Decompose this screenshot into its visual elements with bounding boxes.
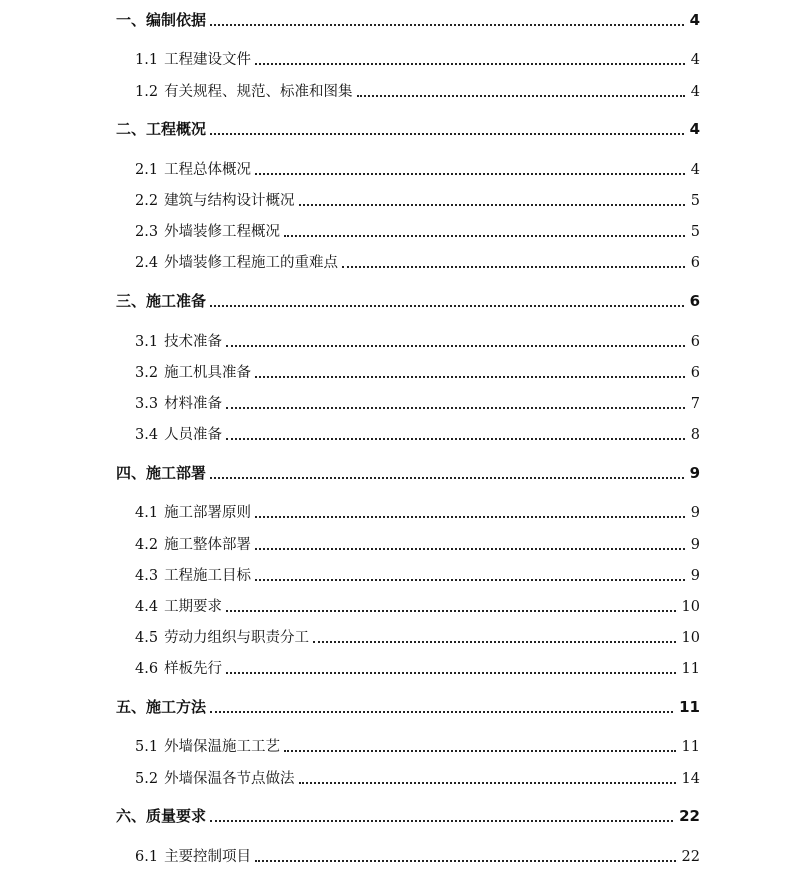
toc-page-number: 10 — [681, 630, 700, 646]
toc-entry-title: 工程建设文件 — [164, 52, 252, 68]
toc-entry-title: 施工部署原则 — [164, 505, 252, 521]
toc-entry-number: 1.2 — [135, 84, 159, 100]
toc-dot-leader — [210, 820, 673, 822]
toc-section-entry[interactable] — [135, 392, 700, 413]
toc-dot-leader — [299, 204, 685, 206]
toc-dot-leader — [210, 24, 684, 26]
toc-entry-number: 4.4 — [135, 599, 159, 615]
toc-section-entry[interactable] — [135, 501, 700, 522]
toc-entry-title: 材料准备 — [164, 396, 223, 412]
toc-entry-title: 编制依据 — [146, 11, 207, 29]
toc-page-number: 9 — [690, 537, 700, 553]
toc-dot-leader — [226, 407, 685, 409]
toc-entry-number: 4.5 — [135, 630, 159, 646]
toc-dot-leader — [284, 235, 685, 237]
toc-section-entry[interactable] — [135, 80, 700, 101]
toc-entry-number: 3.4 — [135, 427, 159, 443]
toc-section-entry[interactable] — [135, 361, 700, 382]
toc-chapter-entry[interactable] — [116, 805, 700, 826]
toc-page-number: 11 — [679, 698, 700, 716]
toc-entry-title: 主要控制项目 — [164, 849, 252, 865]
toc-section-entry[interactable] — [135, 533, 700, 554]
toc-dot-leader — [299, 782, 676, 784]
toc-dot-leader — [255, 548, 685, 550]
toc-page-number: 6 — [690, 255, 700, 271]
toc-section-entry[interactable] — [135, 330, 700, 351]
toc-section-entry[interactable] — [135, 251, 700, 272]
toc-entry-title: 有关规程、规范、标准和图集 — [164, 84, 353, 100]
toc-dot-leader — [342, 266, 685, 268]
toc-entry-number: 5.1 — [135, 739, 159, 755]
toc-page-number: 9 — [689, 464, 700, 482]
toc-entry-number: 六、 — [116, 807, 147, 825]
toc-entry-number: 4.3 — [135, 568, 159, 584]
toc-entry-title: 施工准备 — [146, 292, 207, 310]
toc-dot-leader — [210, 133, 684, 135]
toc-chapter-entry[interactable] — [116, 462, 700, 483]
toc-chapter-entry[interactable] — [116, 290, 700, 311]
toc-chapter-entry[interactable] — [116, 118, 700, 139]
toc-chapter-entry[interactable] — [116, 9, 700, 30]
toc-entry-number: 6.1 — [135, 849, 159, 865]
toc-section-entry[interactable] — [135, 845, 700, 866]
toc-entry-title: 样板先行 — [164, 661, 223, 677]
toc-dot-leader — [255, 516, 685, 518]
toc-entry-title: 施工部署 — [146, 464, 207, 482]
toc-dot-leader — [255, 376, 685, 378]
toc-section-entry[interactable] — [135, 220, 700, 241]
toc-entry-title: 建筑与结构设计概况 — [164, 193, 295, 209]
toc-entry-number: 1.1 — [135, 52, 159, 68]
toc-page-number: 6 — [689, 292, 700, 310]
toc-page-number: 22 — [679, 807, 700, 825]
toc-section-entry[interactable] — [135, 626, 700, 647]
toc-entry-number: 4.2 — [135, 537, 159, 553]
toc-entry-title: 质量要求 — [146, 807, 207, 825]
toc-section-entry[interactable] — [135, 735, 700, 756]
toc-entry-title: 外墙装修工程概况 — [164, 224, 281, 240]
toc-dot-leader — [226, 610, 675, 612]
toc-page-number: 5 — [690, 193, 700, 209]
toc-page-number: 6 — [690, 334, 700, 350]
toc-entry-number: 五、 — [116, 698, 147, 716]
toc-entry-number: 3.3 — [135, 396, 159, 412]
toc-entry-number: 3.2 — [135, 365, 159, 381]
toc-dot-leader — [284, 750, 675, 752]
toc-page-number: 4 — [689, 120, 700, 138]
toc-page-number: 4 — [690, 84, 700, 100]
toc-page-number: 9 — [690, 505, 700, 521]
toc-entry-title: 工程概况 — [146, 120, 207, 138]
toc-dot-leader — [226, 672, 675, 674]
toc-section-entry[interactable] — [135, 564, 700, 585]
toc-page-number: 10 — [681, 599, 700, 615]
toc-entry-number: 2.4 — [135, 255, 159, 271]
toc-dot-leader — [255, 173, 685, 175]
toc-entry-title: 外墙保温各节点做法 — [164, 771, 295, 787]
toc-chapter-entry[interactable] — [116, 696, 700, 717]
toc-entry-number: 3.1 — [135, 334, 159, 350]
toc-dot-leader — [226, 345, 685, 347]
toc-entry-number: 2.3 — [135, 224, 159, 240]
toc-entry-title: 施工方法 — [146, 698, 207, 716]
toc-section-entry[interactable] — [135, 595, 700, 616]
toc-page-number: 11 — [681, 739, 700, 755]
toc-entry-title: 外墙保温施工工艺 — [164, 739, 281, 755]
toc-dot-leader — [226, 438, 685, 440]
toc-section-entry[interactable] — [135, 423, 700, 444]
toc-entry-number: 5.2 — [135, 771, 159, 787]
toc-dot-leader — [210, 711, 673, 713]
toc-page-number: 14 — [681, 771, 700, 787]
toc-dot-leader — [357, 95, 685, 97]
toc-entry-number: 2.2 — [135, 193, 159, 209]
toc-entry-number: 一、 — [116, 11, 147, 29]
toc-dot-leader — [210, 305, 684, 307]
toc-entry-number: 三、 — [116, 292, 147, 310]
toc-dot-leader — [255, 860, 675, 862]
toc-entry-title: 技术准备 — [164, 334, 223, 350]
toc-dot-leader — [255, 579, 685, 581]
toc-entry-number: 4.1 — [135, 505, 159, 521]
toc-entry-title: 劳动力组织与职责分工 — [164, 630, 310, 646]
toc-entry-title: 工程总体概况 — [164, 162, 252, 178]
toc-page-number: 11 — [681, 661, 700, 677]
toc-page-number: 8 — [690, 427, 700, 443]
toc-section-entry[interactable] — [135, 158, 700, 179]
toc-page-number: 9 — [690, 568, 700, 584]
toc-entry-number: 二、 — [116, 120, 147, 138]
toc-entry-title: 工期要求 — [164, 599, 223, 615]
toc-page-number: 4 — [690, 162, 700, 178]
toc-entry-title: 施工机具准备 — [164, 365, 252, 381]
toc-page-number: 22 — [681, 849, 700, 865]
toc-page-number: 6 — [690, 365, 700, 381]
toc-dot-leader — [313, 641, 675, 643]
toc-page-number: 5 — [690, 224, 700, 240]
toc-section-entry[interactable] — [135, 767, 700, 788]
toc-section-entry[interactable] — [135, 48, 700, 69]
toc-entry-number: 四、 — [116, 464, 147, 482]
toc-entry-title: 外墙装修工程施工的重难点 — [164, 255, 339, 271]
toc-dot-leader — [255, 63, 685, 65]
toc-section-entry[interactable] — [135, 657, 700, 678]
toc-page-number: 4 — [690, 52, 700, 68]
toc-entry-number: 4.6 — [135, 661, 159, 677]
toc-page-number: 7 — [690, 396, 700, 412]
toc-entry-title: 施工整体部署 — [164, 537, 252, 553]
toc-entry-title: 人员准备 — [164, 427, 223, 443]
toc-section-entry[interactable] — [135, 189, 700, 210]
toc-entry-title: 工程施工目标 — [164, 568, 252, 584]
toc-entry-number: 2.1 — [135, 162, 159, 178]
toc-page-number: 4 — [689, 11, 700, 29]
toc-dot-leader — [210, 477, 684, 479]
